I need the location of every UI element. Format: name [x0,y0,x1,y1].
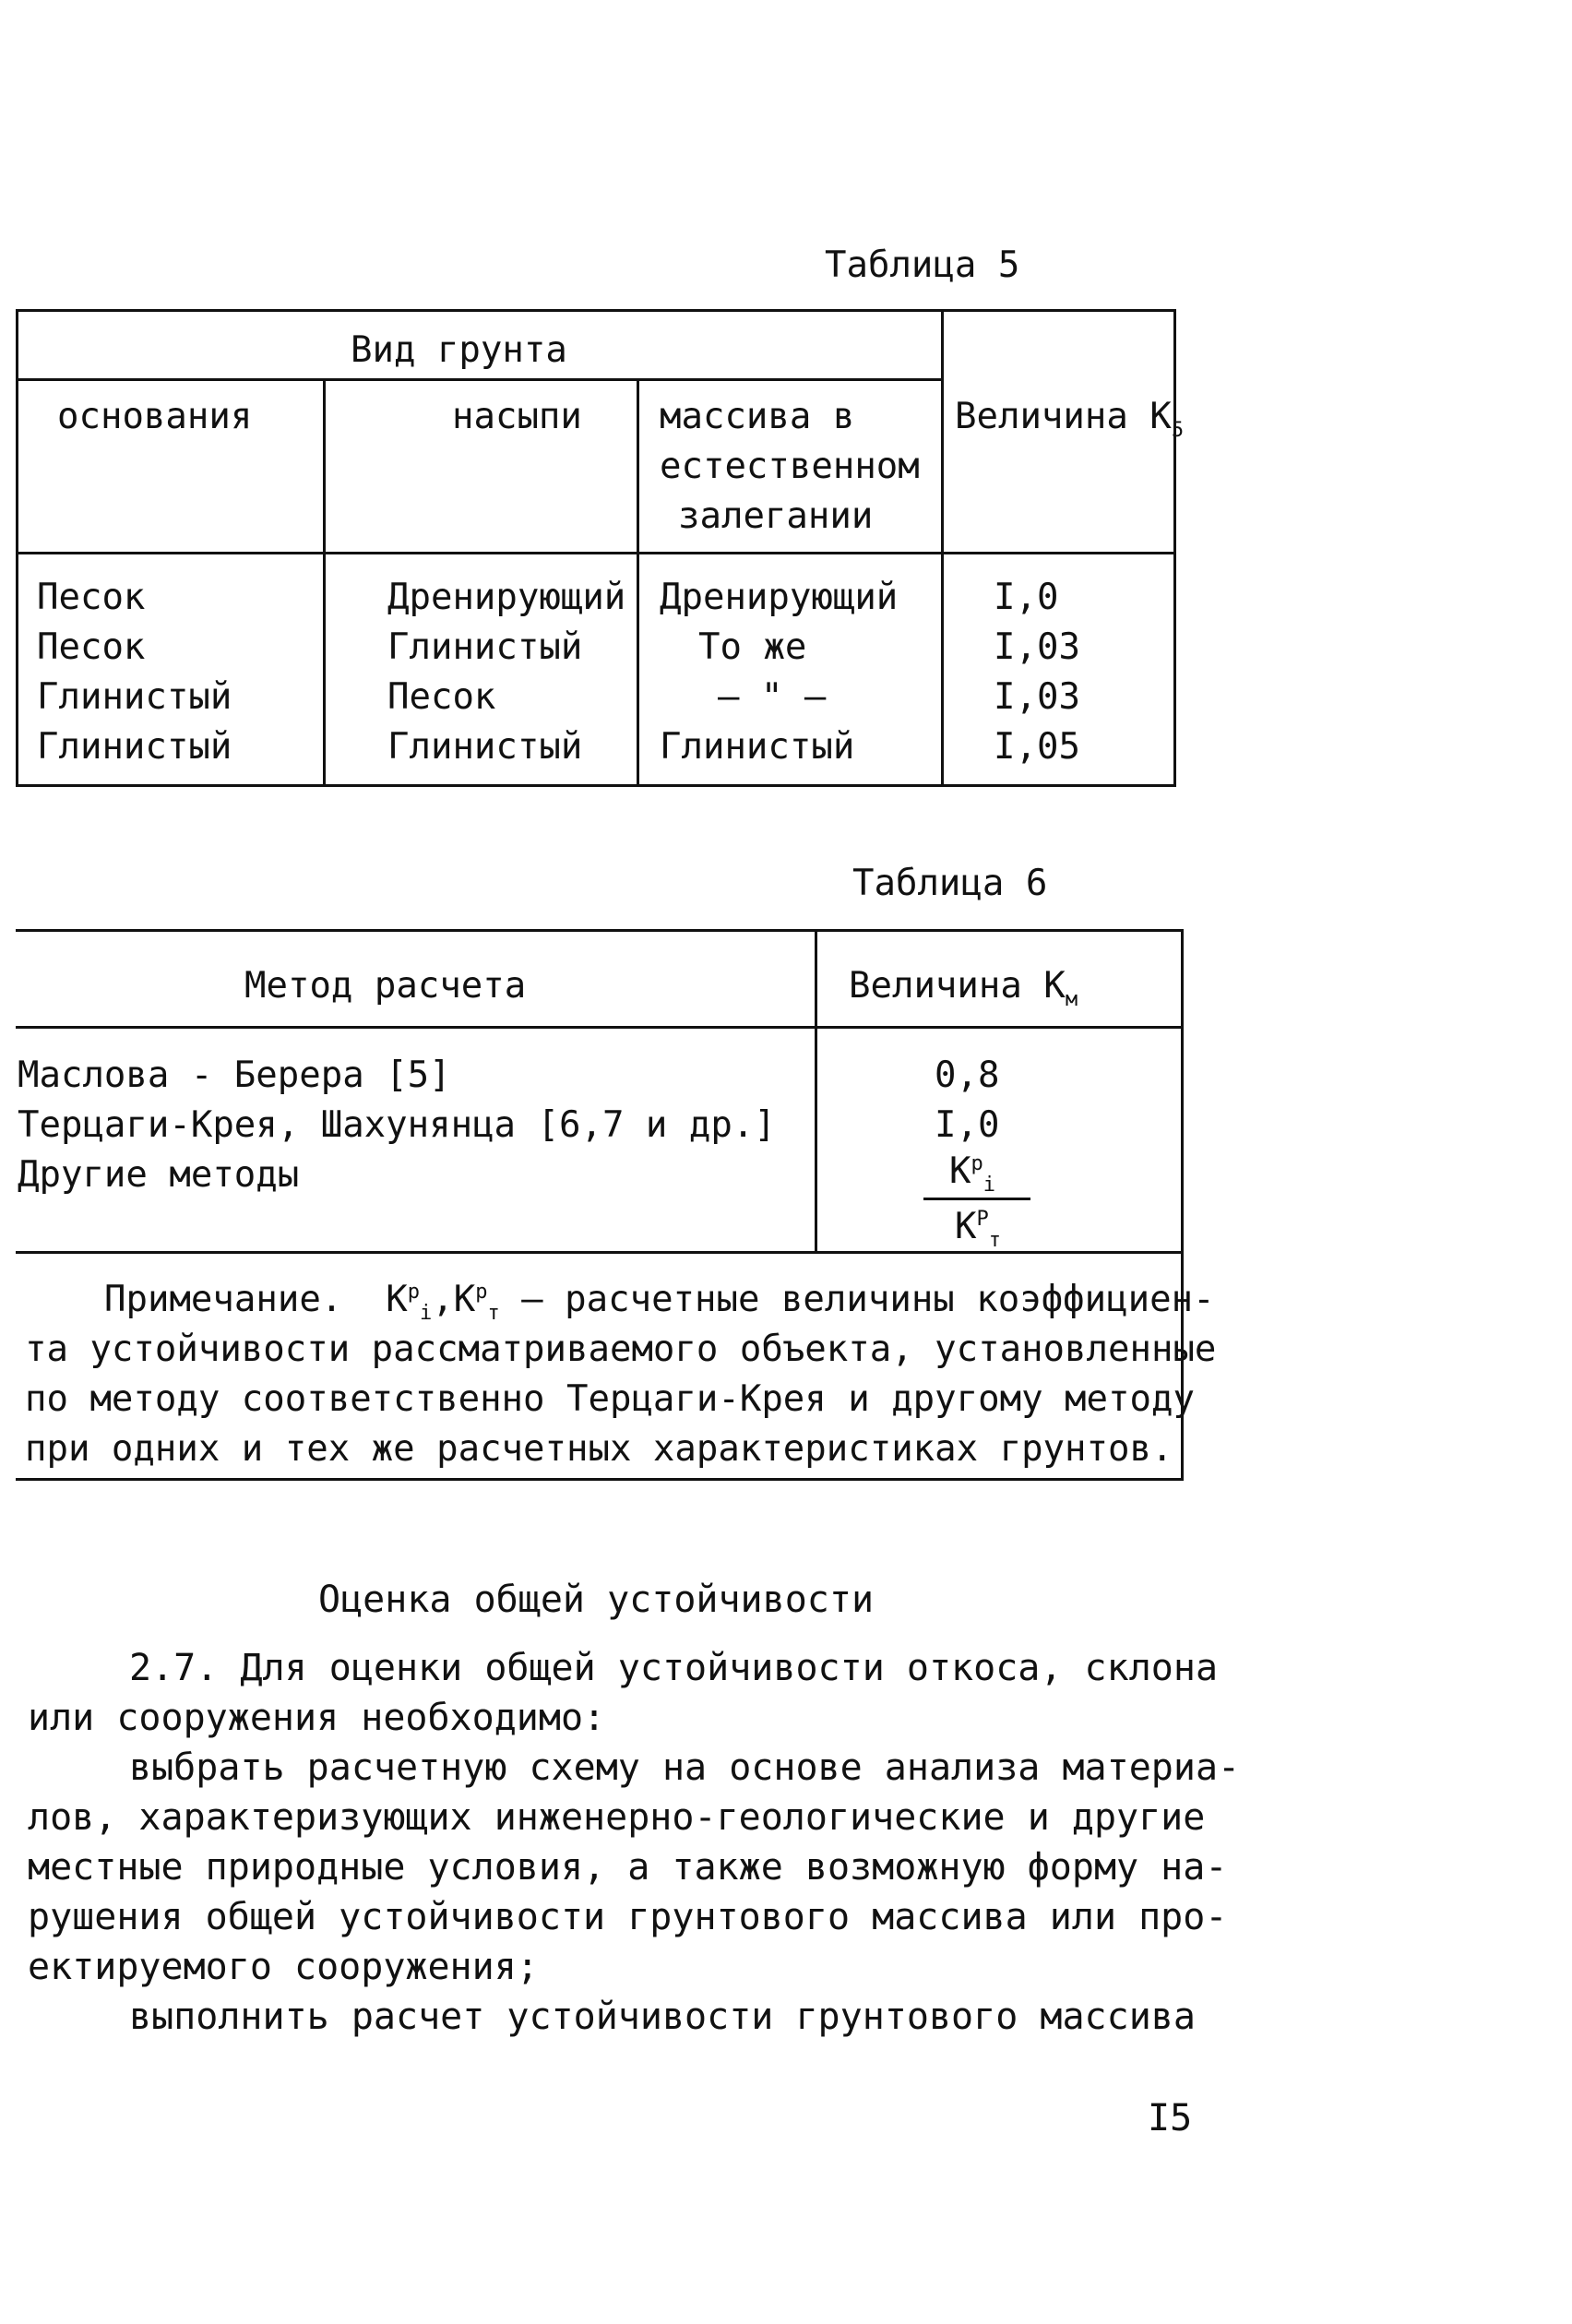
table5-cell-embankment: Песок [387,676,496,718]
fraction-denominator: $K^P_т$ [955,1206,1001,1252]
table5-cell-massif: – " – [718,676,827,718]
table6 [16,929,1184,1254]
paragraph-line: ектируемого сооружения; [28,1946,539,1988]
table6-col-value: Величина $K_м$ [849,965,1078,1011]
table6-caption: Таблица 6 [852,863,1048,904]
paragraph-line: выбрать расчетную схему на основе анализа материа- [129,1746,1241,1789]
table6-cell-value: I,0 [935,1104,1000,1146]
table5-cell-embankment: Глинистый [387,726,583,768]
table5-cell-foundation: Песок [37,577,146,618]
table5-cell-value: I,0 [994,577,1059,618]
table5-col-foundation: основания [57,396,253,437]
table5-cell-embankment: Глинистый [387,626,583,668]
table5-group-header: Вид грунта [351,329,567,371]
table5-divider [323,378,326,787]
table5-divider [18,378,941,381]
section-heading: Оценка общей устойчивости [318,1579,875,1621]
note-line-4: при одних и тех же расчетных характеристиках грунтов. [25,1428,1173,1470]
table6-divider [815,932,817,1254]
table6-col-method: Метод расчета [244,965,527,1007]
table5-divider [18,552,1176,554]
table5-col-value: Величина $K_5$ [955,396,1185,442]
paragraph-line: рушения общей устойчивости грунтового массива или про- [28,1896,1228,1938]
table5-cell-value: I,05 [994,726,1080,768]
table5-cell-foundation: Песок [37,626,146,668]
table6-cell-method: Терцаги-Крея, Шахунянца [6,7 и др.] [18,1104,776,1146]
table6-cell-method: Другие методы [18,1154,300,1196]
table5 [16,309,1185,787]
table5-cell-value: I,03 [994,676,1080,718]
table5-caption: Таблица 5 [825,244,1020,286]
table5-col-embankment: насыпи [452,396,582,437]
fraction-bar [923,1198,1030,1200]
table5-cell-foundation: Глинистый [37,676,232,718]
table5-cell-massif: То же [698,626,807,668]
table5-cell-value: I,03 [994,626,1080,668]
table5-cell-massif: Глинистый [660,726,855,768]
table6-note [16,1254,1217,1481]
paragraph-line: местные природные условия, а также возможную форму на- [28,1846,1228,1889]
table5-col-massif-line1: массива в [660,396,855,437]
table6-cell-value: 0,8 [935,1055,1000,1096]
table5-col-massif-line2: естественном [660,446,920,487]
table5-cell-foundation: Глинистый [37,726,232,768]
paragraph-line: или сооружения необходимо: [28,1697,606,1739]
table5-divider [941,312,944,787]
paragraph-line: 2.7. Для оценки общей устойчивости откоса, склона [129,1647,1219,1689]
fraction-numerator: $K^p_i$ [949,1150,995,1197]
table5-cell-massif: Дренирующий [660,577,899,618]
note-line-1: Примечание. $K^p_i,K^p_т$ – расчетные величины коэффициен- [104,1279,1215,1325]
paragraph-line: выполнить расчет устойчивости грунтового массива [129,1996,1196,2038]
note-line-2: та устойчивости рассматриваемого объекта, установленные [25,1329,1217,1370]
table5-divider [637,378,639,787]
page-number: I5 [1148,2097,1193,2139]
table5-cell-embankment: Дренирующий [387,577,626,618]
table5-col-massif-line3: залегании [678,495,874,537]
table6-divider [16,1026,1181,1029]
paragraph-line: лов, характеризующих инженерно-геологические и другие [28,1796,1206,1839]
note-line-3: по методу соответственно Терцаги-Крея и другому методу [25,1378,1195,1420]
table6-cell-method: Маслова - Берера [5] [18,1055,451,1096]
